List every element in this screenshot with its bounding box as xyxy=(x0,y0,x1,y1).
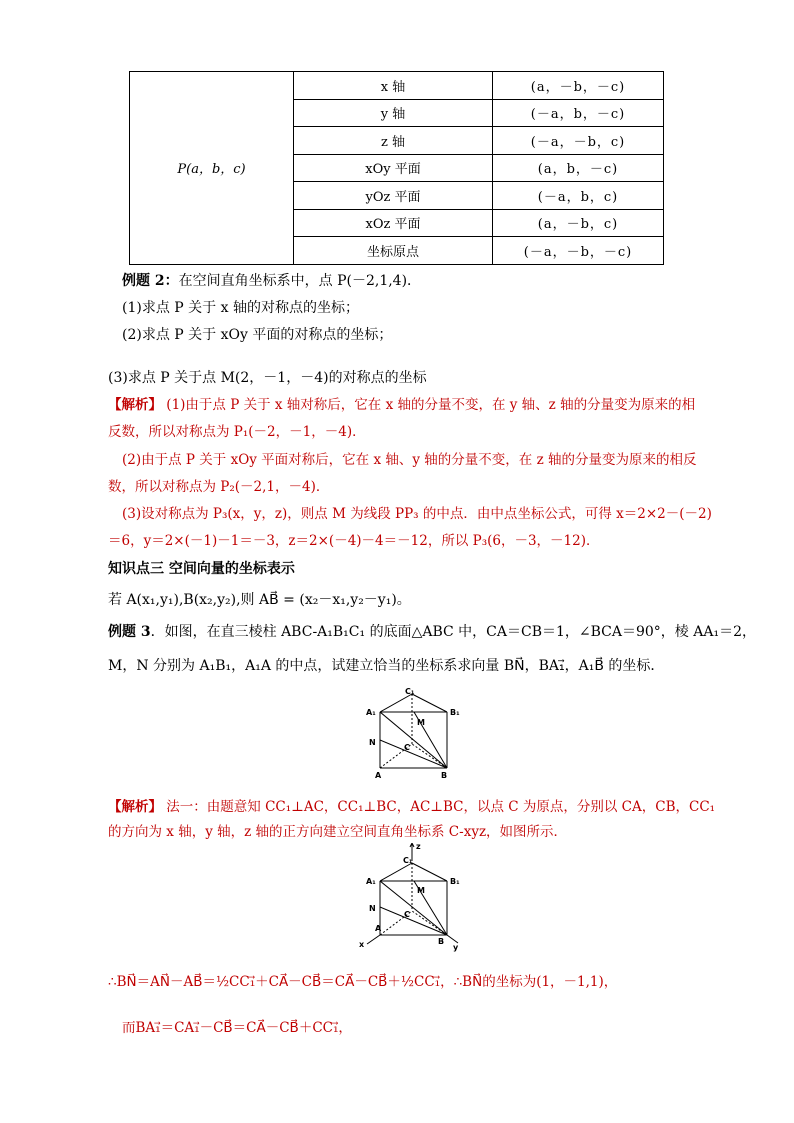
prism-axes-figure xyxy=(355,843,465,953)
solution2-line4: 数，所以对称点为 P₂(－2,1，－4)． xyxy=(108,479,330,495)
label-M: M xyxy=(417,718,425,727)
label-A: A xyxy=(375,771,382,780)
axis-label-y: y xyxy=(453,943,459,952)
solution3-line4: 而BA₁⃗＝CA₁⃗－CB⃗＝CA⃗－CB⃗＋CC₁⃗， xyxy=(122,1020,352,1036)
solution3-line2: 的方向为 x 轴，y 轴，z 轴的正方向建立空间直角坐标系 C-xyz，如图所示． xyxy=(108,824,568,840)
solution2-text1: (1)由于点 P 关于 x 轴对称后，它在 x 轴的分量不变，在 y 轴、z 轴的分量变为原来的相 xyxy=(166,397,696,413)
example3-text1: ．如图，在直三棱柱 ABC-A₁B₁C₁ 的底面△ABC 中，CA＝CB＝1，∠BCA＝90°，棱 AA₁＝2， xyxy=(150,624,756,640)
table-cell-coord: (－a，－b，－c) xyxy=(493,237,664,265)
label-B1: B₁ xyxy=(450,708,460,717)
example2-stem xyxy=(122,270,421,290)
solution-tag: 【解析】 xyxy=(108,799,162,815)
solution2-line5: (3)设对称点为 P₃(x，y，z)，则点 M 为线段 PP₃ 的中点．由中点坐标公式，可得 x＝2×2－(－2) xyxy=(122,506,712,522)
example3-line1 xyxy=(108,621,756,641)
axis-label-z: z xyxy=(416,843,421,851)
example2-q2: (2)求点 P 关于 xOy 平面的对称点的坐标； xyxy=(122,327,393,343)
table-cell-coord: (－a，b，－c) xyxy=(493,99,664,127)
solution-tag: 【解析】 xyxy=(108,397,162,413)
label-A: A xyxy=(375,924,382,933)
prism-figure xyxy=(355,684,465,784)
table-cell-ref: x 轴 xyxy=(294,72,493,100)
table-cell-ref: z 轴 xyxy=(294,127,493,155)
example3-label: 例题 3 xyxy=(108,624,151,640)
solution2-line3: (2)由于点 P 关于 xOy 平面对称后，它在 x 轴、y 轴的分量不变，在 z 轴的分量变为原来的相反 xyxy=(122,452,697,468)
solution3-text1: 法一：由题意知 CC₁⊥AC，CC₁⊥BC，AC⊥BC，以点 C 为原点，分别以 CA，CB，CC₁ xyxy=(166,799,716,815)
label-B: B xyxy=(438,937,445,946)
label-A1: A₁ xyxy=(366,877,376,886)
axis-label-x: x xyxy=(359,940,365,949)
label-B: B xyxy=(441,771,448,780)
table-cell-coord: (－a，b，c) xyxy=(493,182,664,210)
table-cell-ref: y 轴 xyxy=(294,99,493,127)
point-cell: P(a，b，c) xyxy=(130,72,294,265)
solution2-line6: ＝6，y＝2×(－1)－1＝－3，z＝2×(－4)－4＝－12，所以 P₃(6，－3，－12)． xyxy=(108,533,600,549)
label-B1: B₁ xyxy=(450,877,460,886)
label-C: C xyxy=(404,910,410,919)
section3-formula: 若 A(x₁,y₁),B(x₂,y₂),则 AB⃗ = (x₂－x₁,y₂－y₁)。 xyxy=(108,592,411,608)
label-N: N xyxy=(369,738,376,747)
label-N: N xyxy=(369,904,376,913)
label-A1: A₁ xyxy=(366,708,376,717)
solution3-line3: ∴BN⃗＝AN⃗－AB⃗＝½CC₁⃗＋CA⃗－CB⃗＝CA⃗－CB⃗＋½CC₁⃗，∴BN⃗的坐标为(1，－1,1)， xyxy=(108,974,618,990)
table-cell-coord: (a，b，－c) xyxy=(493,154,664,182)
label-C1: C₁ xyxy=(403,856,413,865)
section3-title: 知识点三 空间向量的坐标表示 xyxy=(108,561,295,577)
example2-label: 例题 2： xyxy=(122,273,179,289)
table-cell-ref: xOz 平面 xyxy=(294,209,493,237)
example2-q3: (3)求点 P 关于点 M(2，－1，－4)的对称点的坐标 xyxy=(108,370,427,386)
label-M: M xyxy=(417,886,425,895)
example3-line2: M，N 分别为 A₁B₁，A₁A 的中点，试建立恰当的坐标系求向量 BN⃗，BA₁⃗，A₁B⃗ 的坐标． xyxy=(108,658,665,674)
table-cell-coord: (a，－b，c) xyxy=(493,209,664,237)
table-cell-coord: (－a，－b，c) xyxy=(493,127,664,155)
solution2-line2: 反数，所以对称点为 P₁(－2，－1，－4)． xyxy=(108,424,366,440)
table-cell-ref: yOz 平面 xyxy=(294,182,493,210)
table-cell-ref: xOy 平面 xyxy=(294,154,493,182)
table-cell-coord: (a，－b，－c) xyxy=(493,72,664,100)
label-C1: C₁ xyxy=(405,687,415,696)
example2-q1: (1)求点 P 关于 x 轴的对称点的坐标； xyxy=(122,300,359,316)
solution2-line1 xyxy=(108,393,695,413)
label-C: C xyxy=(404,743,410,752)
table-cell-ref: 坐标原点 xyxy=(294,237,493,265)
symmetry-table xyxy=(129,71,664,265)
solution3-line1 xyxy=(108,795,715,815)
example2-text: 在空间直角坐标系中，点 P(－2,1,4)． xyxy=(178,273,422,289)
